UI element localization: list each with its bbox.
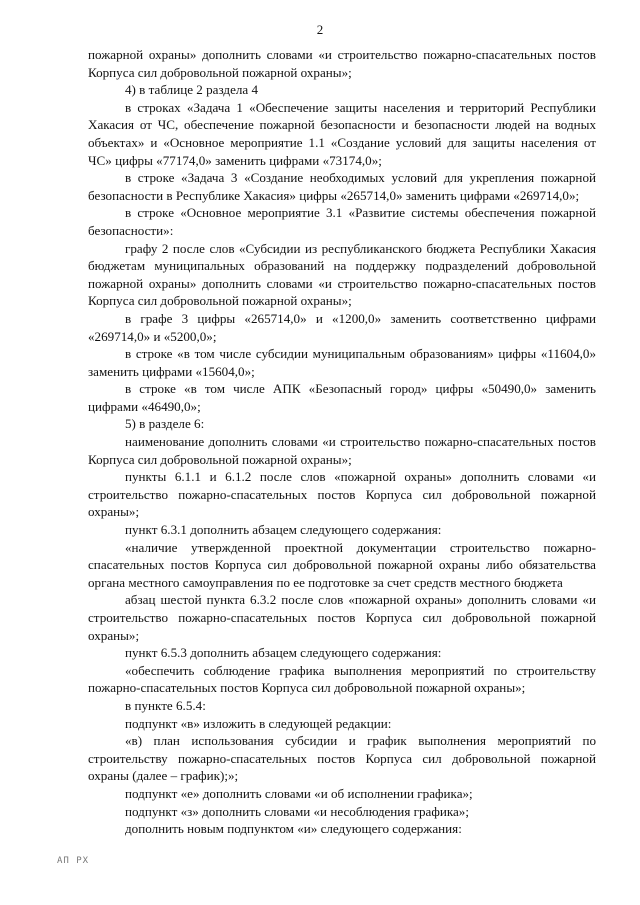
paragraph: в строке «Основное мероприятие 3.1 «Развитие системы обеспечения пожарной безопасности»: bbox=[88, 205, 596, 238]
paragraph: 4) в таблице 2 раздела 4 bbox=[125, 82, 259, 98]
page-number: 2 bbox=[316, 22, 324, 37]
paragraph: дополнить новым подпунктом «и» следующего содержания: bbox=[125, 821, 462, 837]
paragraph: подпункт «е» дополнить словами «и об исполнении графика»; bbox=[125, 785, 473, 801]
paragraph: «в) план использования субсидии и график выполнения мероприятий по строительству пожарно-спасательных постов Корпуса сил добровольной пожарной охраны (далее – график);»; bbox=[88, 733, 596, 784]
document-body bbox=[88, 46, 596, 838]
paragraph: в строке «в том числе субсидии муниципальным образованиям» цифры «11604,0» заменить цифрами «15604,0»; bbox=[88, 346, 596, 379]
paragraph: пункты 6.1.1 и 6.1.2 после слов «пожарной охраны» дополнить словами «и строительство пожарно-спасательных постов Корпуса сил добровольной пожарной охраны»; bbox=[88, 469, 596, 520]
paragraph: графу 2 после слов «Субсидии из республиканского бюджета Республики Хакасия бюджетам муниципальных образований на поддержку подразделений добровольной пожарной охраны» дополнить словами «и строительство пожарно-спасательных постов Корпуса сил добровольной пожарной охраны»; bbox=[88, 240, 596, 309]
paragraph: абзац шестой пункта 6.3.2 после слов «пожарной охраны» дополнить словами «и строительство пожарно-спасательных постов Корпуса сил добровольной пожарной охраны»; bbox=[88, 592, 596, 643]
paragraph: «обеспечить соблюдение графика выполнения мероприятий по строительству пожарно-спасательных постов Корпуса сил добровольной пожарной охраны»; bbox=[88, 662, 596, 696]
paragraph: в строке «в том числе АПК «Безопасный город» цифры «50490,0» заменить цифрами «46490,0»; bbox=[88, 381, 596, 414]
footer-mark: АП РХ bbox=[57, 856, 90, 866]
paragraph: подпункт «з» дополнить словами «и несоблюдения графика»; bbox=[125, 803, 469, 819]
paragraph: «наличие утвержденной проектной документации строительство пожарно-спасательных постов Корпуса сил добровольной пожарной охраны либо обязательства органа местного самоуправления по ее подготовке за счет средств местного бюджета bbox=[88, 539, 596, 590]
paragraph: в графе 3 цифры «265714,0» и «1200,0» заменить соответственно цифрами «269714,0» и «5200,0»; bbox=[88, 310, 596, 344]
paragraph: наименование дополнить словами «и строительство пожарно-спасательных постов Корпуса сил добровольной пожарной охраны»; bbox=[88, 434, 596, 467]
paragraph: пункт 6.5.3 дополнить абзацем следующего содержания: bbox=[125, 645, 442, 661]
paragraph: пожарной охраны» дополнить словами «и строительство пожарно-спасательных постов Корпуса сил добровольной пожарной охраны»; bbox=[88, 47, 596, 80]
paragraph: 5) в разделе 6: bbox=[125, 416, 205, 432]
paragraph: подпункт «в» изложить в следующей редакции: bbox=[125, 715, 392, 731]
paragraph: в строке «Задача 3 «Создание необходимых условий для укрепления пожарной безопасности в Республике Хакасия» цифры «265714,0» заменить цифрами «269714,0»; bbox=[88, 170, 596, 203]
paragraph: в строках «Задача 1 «Обеспечение защиты населения и территорий Республики Хакасия от ЧС, обеспечение пожарной безопасности и безопасности людей на водных объектах» и «Основное мероприятие 1.1 «Создание условий для защиты населения от ЧС» цифры «77174,0» заменить цифрами «73174,0»; bbox=[88, 99, 596, 168]
paragraph: пункт 6.3.1 дополнить абзацем следующего содержания: bbox=[125, 522, 442, 538]
paragraph: в пункте 6.5.4: bbox=[125, 697, 206, 713]
